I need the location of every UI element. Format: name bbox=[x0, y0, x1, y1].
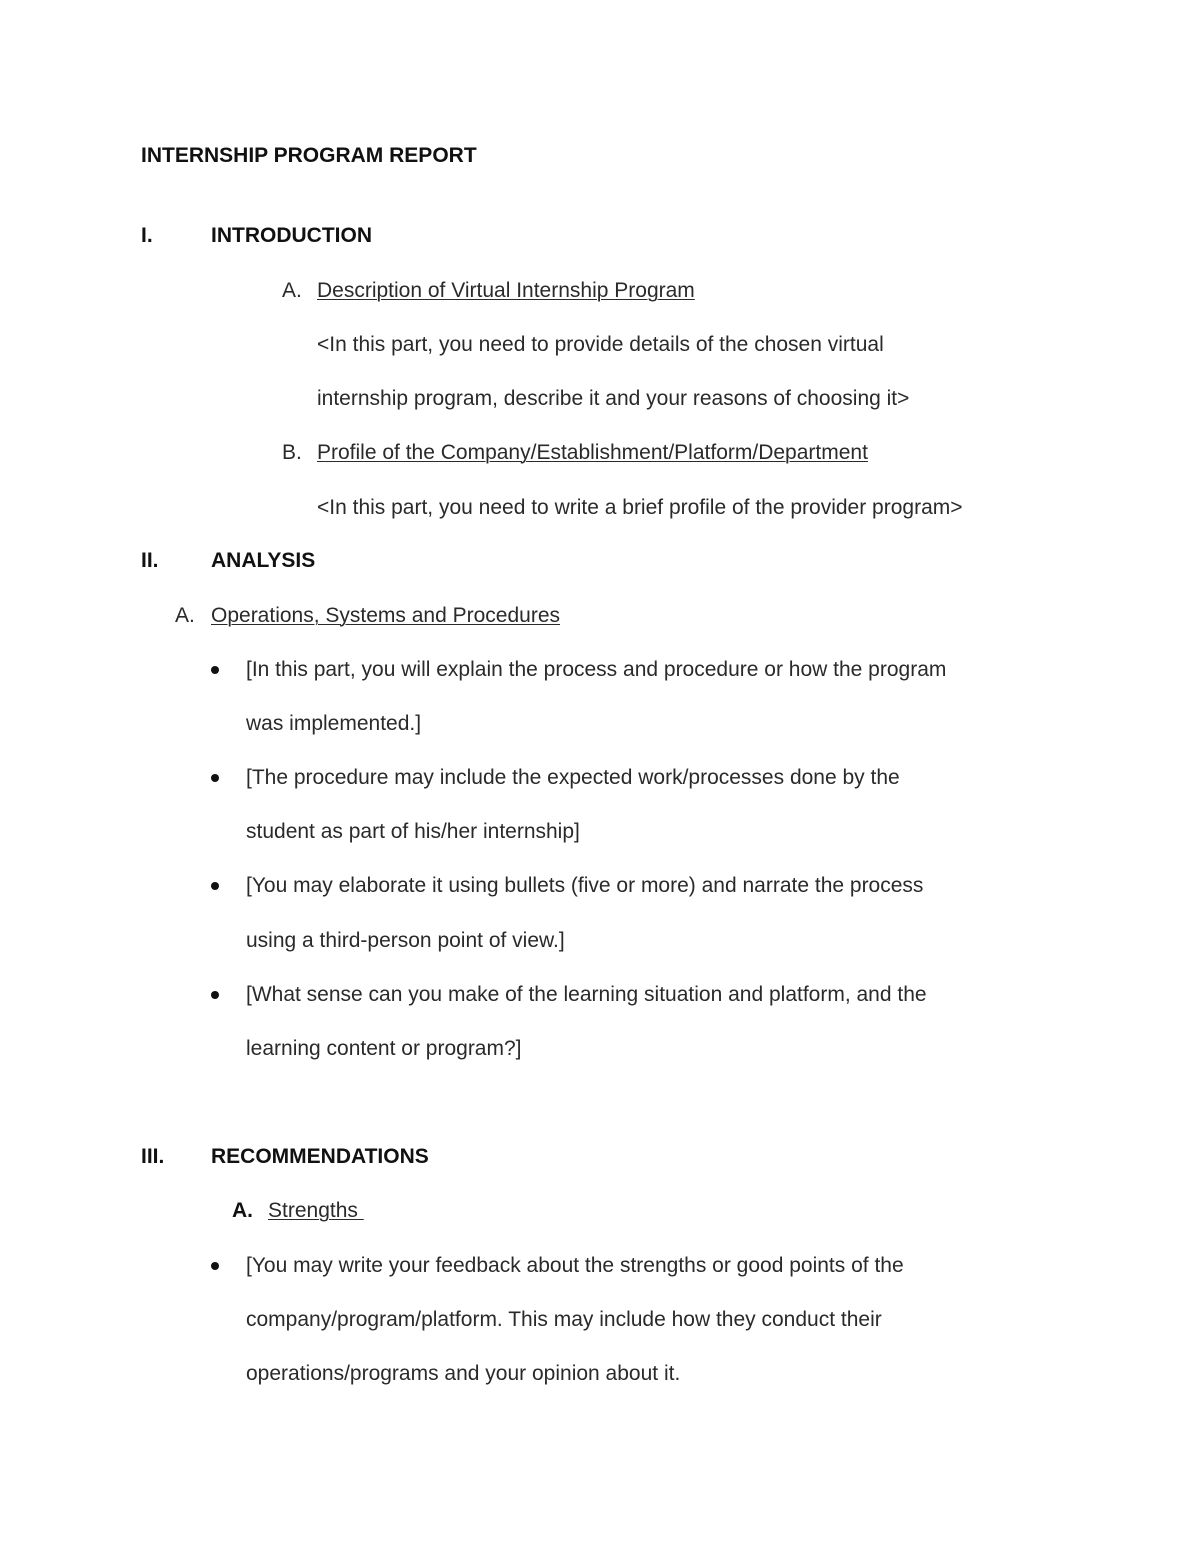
body-line: <In this part, you need to write a brief profile of the provider program> bbox=[317, 496, 963, 519]
bullet-text: using a third-person point of view.] bbox=[246, 929, 565, 952]
body-line: internship program, describe it and your reasons of choosing it> bbox=[317, 387, 910, 410]
bullet-dot bbox=[211, 666, 219, 674]
subsection-heading-strengths: Strengths bbox=[268, 1199, 364, 1222]
bullet-dot bbox=[211, 774, 219, 782]
bullet-text: [What sense can you make of the learning situation and platform, and the bbox=[246, 983, 927, 1006]
bullet-text: [In this part, you will explain the process and procedure or how the program bbox=[246, 658, 947, 681]
section-heading-recommendations: RECOMMENDATIONS bbox=[211, 1145, 429, 1168]
subsection-heading-profile: Profile of the Company/Establishment/Platform/Department bbox=[317, 441, 868, 464]
subsection-heading-description: Description of Virtual Internship Program bbox=[317, 279, 695, 302]
bullet-text: operations/programs and your opinion about it. bbox=[246, 1362, 681, 1385]
subsection-letter: A. bbox=[282, 279, 302, 302]
subsection-letter: A. bbox=[175, 604, 195, 627]
bullet-text: was implemented.] bbox=[246, 712, 422, 735]
bullet-text: student as part of his/her internship] bbox=[246, 820, 580, 843]
subsection-letter: B. bbox=[282, 441, 302, 464]
subsection-letter: A. bbox=[232, 1199, 253, 1222]
section-heading-analysis: ANALYSIS bbox=[211, 549, 316, 572]
section-numeral: II. bbox=[141, 549, 159, 572]
section-heading-introduction: INTRODUCTION bbox=[211, 224, 372, 247]
body-line: <In this part, you need to provide details of the chosen virtual bbox=[317, 333, 884, 356]
bullet-text: [You may write your feedback about the strengths or good points of the bbox=[246, 1254, 904, 1277]
section-numeral: I. bbox=[141, 224, 153, 247]
section-numeral: III. bbox=[141, 1145, 165, 1168]
bullet-text: [The procedure may include the expected work/processes done by the bbox=[246, 766, 900, 789]
bullet-text: company/program/platform. This may include how they conduct their bbox=[246, 1308, 882, 1331]
bullet-text: [You may elaborate it using bullets (five or more) and narrate the process bbox=[246, 874, 924, 897]
bullet-dot bbox=[211, 1262, 219, 1270]
bullet-text: learning content or program?] bbox=[246, 1037, 522, 1060]
bullet-dot bbox=[211, 882, 219, 890]
subsection-heading-operations: Operations, Systems and Procedures bbox=[211, 604, 561, 627]
document-title: INTERNSHIP PROGRAM REPORT bbox=[141, 144, 477, 167]
bullet-dot bbox=[211, 991, 219, 999]
